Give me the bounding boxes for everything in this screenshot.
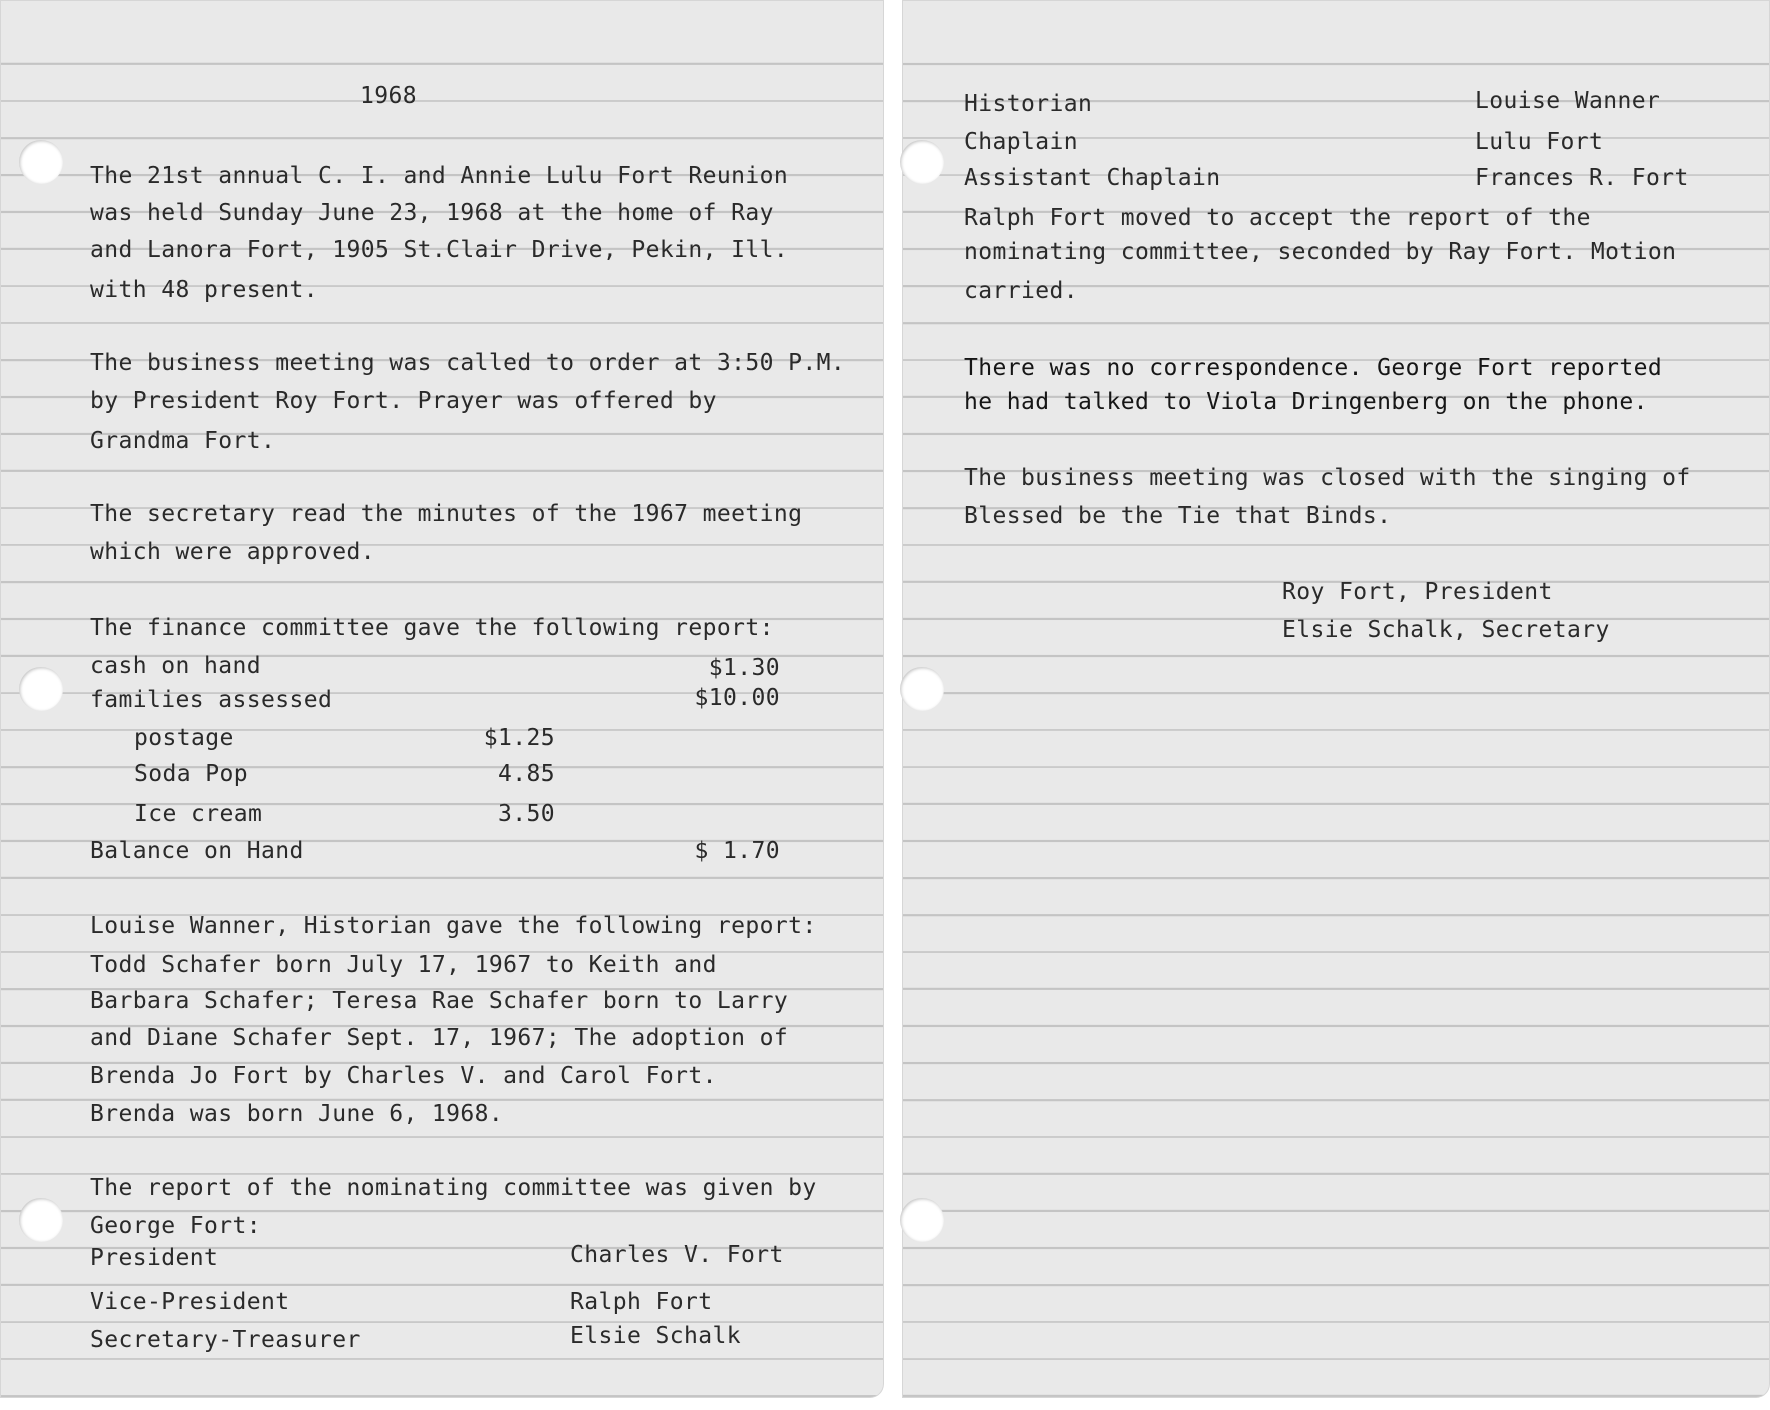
reunion-line: was held Sunday June 23, 1968 at the home of Ray (90, 200, 774, 226)
expense-label: Ice cream (134, 801, 263, 827)
historian-line: and Diane Schafer Sept. 17, 1967; The adoption of (90, 1025, 789, 1051)
meeting-line: Grandma Fort. (90, 428, 276, 454)
officer-title: Chaplain (964, 129, 1078, 155)
reunion-line: The 21st annual C. I. and Annie Lulu Fort Reunion (90, 163, 789, 189)
reunion-line: and Lanora Fort, 1905 St.Clair Drive, Pekin, Ill. (90, 237, 789, 263)
signature-secretary: Elsie Schalk, Secretary (1282, 617, 1610, 643)
closing-line: Blessed be the Tie that Binds. (964, 503, 1392, 529)
officer-name: Charles V. Fort (570, 1242, 784, 1268)
binder-hole (900, 140, 944, 184)
expense-label: postage (134, 725, 234, 751)
minutes-line: which were approved. (90, 539, 375, 565)
nominating-intro-line: George Fort: (90, 1213, 261, 1239)
officer-title: Secretary-Treasurer (90, 1327, 361, 1353)
expense-label: Soda Pop (134, 761, 248, 787)
motion-line: carried. (964, 278, 1078, 304)
year-heading: 1968 (360, 83, 417, 109)
historian-line: Brenda Jo Fort by Charles V. and Carol Fort. (90, 1063, 717, 1089)
right-notebook-page (902, 0, 1770, 1398)
left-notebook-page (0, 0, 884, 1398)
balance-label: Balance on Hand (90, 838, 304, 864)
binder-hole (19, 1198, 63, 1242)
families-assessed-value: $10.00 (694, 685, 780, 711)
expense-value: $1.25 (483, 725, 555, 751)
correspondence-line: There was no correspondence. George Fort reported (964, 355, 1663, 381)
correspondence-line: he had talked to Viola Dringenberg on the phone. (964, 389, 1648, 415)
balance-value: $ 1.70 (694, 838, 780, 864)
families-assessed-label: families assessed (90, 687, 333, 713)
officer-title: President (90, 1245, 219, 1271)
officer-name: Elsie Schalk (570, 1323, 741, 1349)
binder-hole (19, 140, 63, 184)
finance-intro: The finance committee gave the following report: (90, 615, 774, 641)
reunion-line: with 48 present. (90, 277, 318, 303)
officer-name: Louise Wanner (1475, 88, 1661, 114)
nominating-intro-line: The report of the nominating committee was given by (90, 1175, 817, 1201)
motion-line: Ralph Fort moved to accept the report of the (964, 205, 1591, 231)
officer-name: Ralph Fort (570, 1289, 713, 1315)
expense-value: 4.85 (498, 761, 555, 787)
officer-title: Assistant Chaplain (964, 165, 1221, 191)
expense-value: 3.50 (498, 801, 555, 827)
meeting-line: The business meeting was called to order at 3:50 P.M. (90, 350, 846, 376)
binder-hole (900, 667, 944, 711)
binder-hole (900, 1198, 944, 1242)
historian-line: Brenda was born June 6, 1968. (90, 1101, 504, 1127)
meeting-line: by President Roy Fort. Prayer was offered by (90, 388, 717, 414)
officer-title: Historian (964, 91, 1093, 117)
historian-line: Todd Schafer born July 17, 1967 to Keith and (90, 952, 717, 978)
closing-line: The business meeting was closed with the singing of (964, 465, 1691, 491)
cash-on-hand-label: cash on hand (90, 653, 261, 679)
binder-hole (19, 667, 63, 711)
officer-name: Frances R. Fort (1475, 165, 1689, 191)
historian-line: Louise Wanner, Historian gave the following report: (90, 913, 817, 939)
motion-line: nominating committee, seconded by Ray Fort. Motion (964, 239, 1677, 265)
historian-line: Barbara Schafer; Teresa Rae Schafer born to Larry (90, 988, 789, 1014)
officer-title: Vice-President (90, 1289, 290, 1315)
officer-name: Lulu Fort (1475, 129, 1604, 155)
signature-president: Roy Fort, President (1282, 579, 1553, 605)
minutes-line: The secretary read the minutes of the 1967 meeting (90, 501, 803, 527)
cash-on-hand-value: $1.30 (708, 655, 780, 681)
